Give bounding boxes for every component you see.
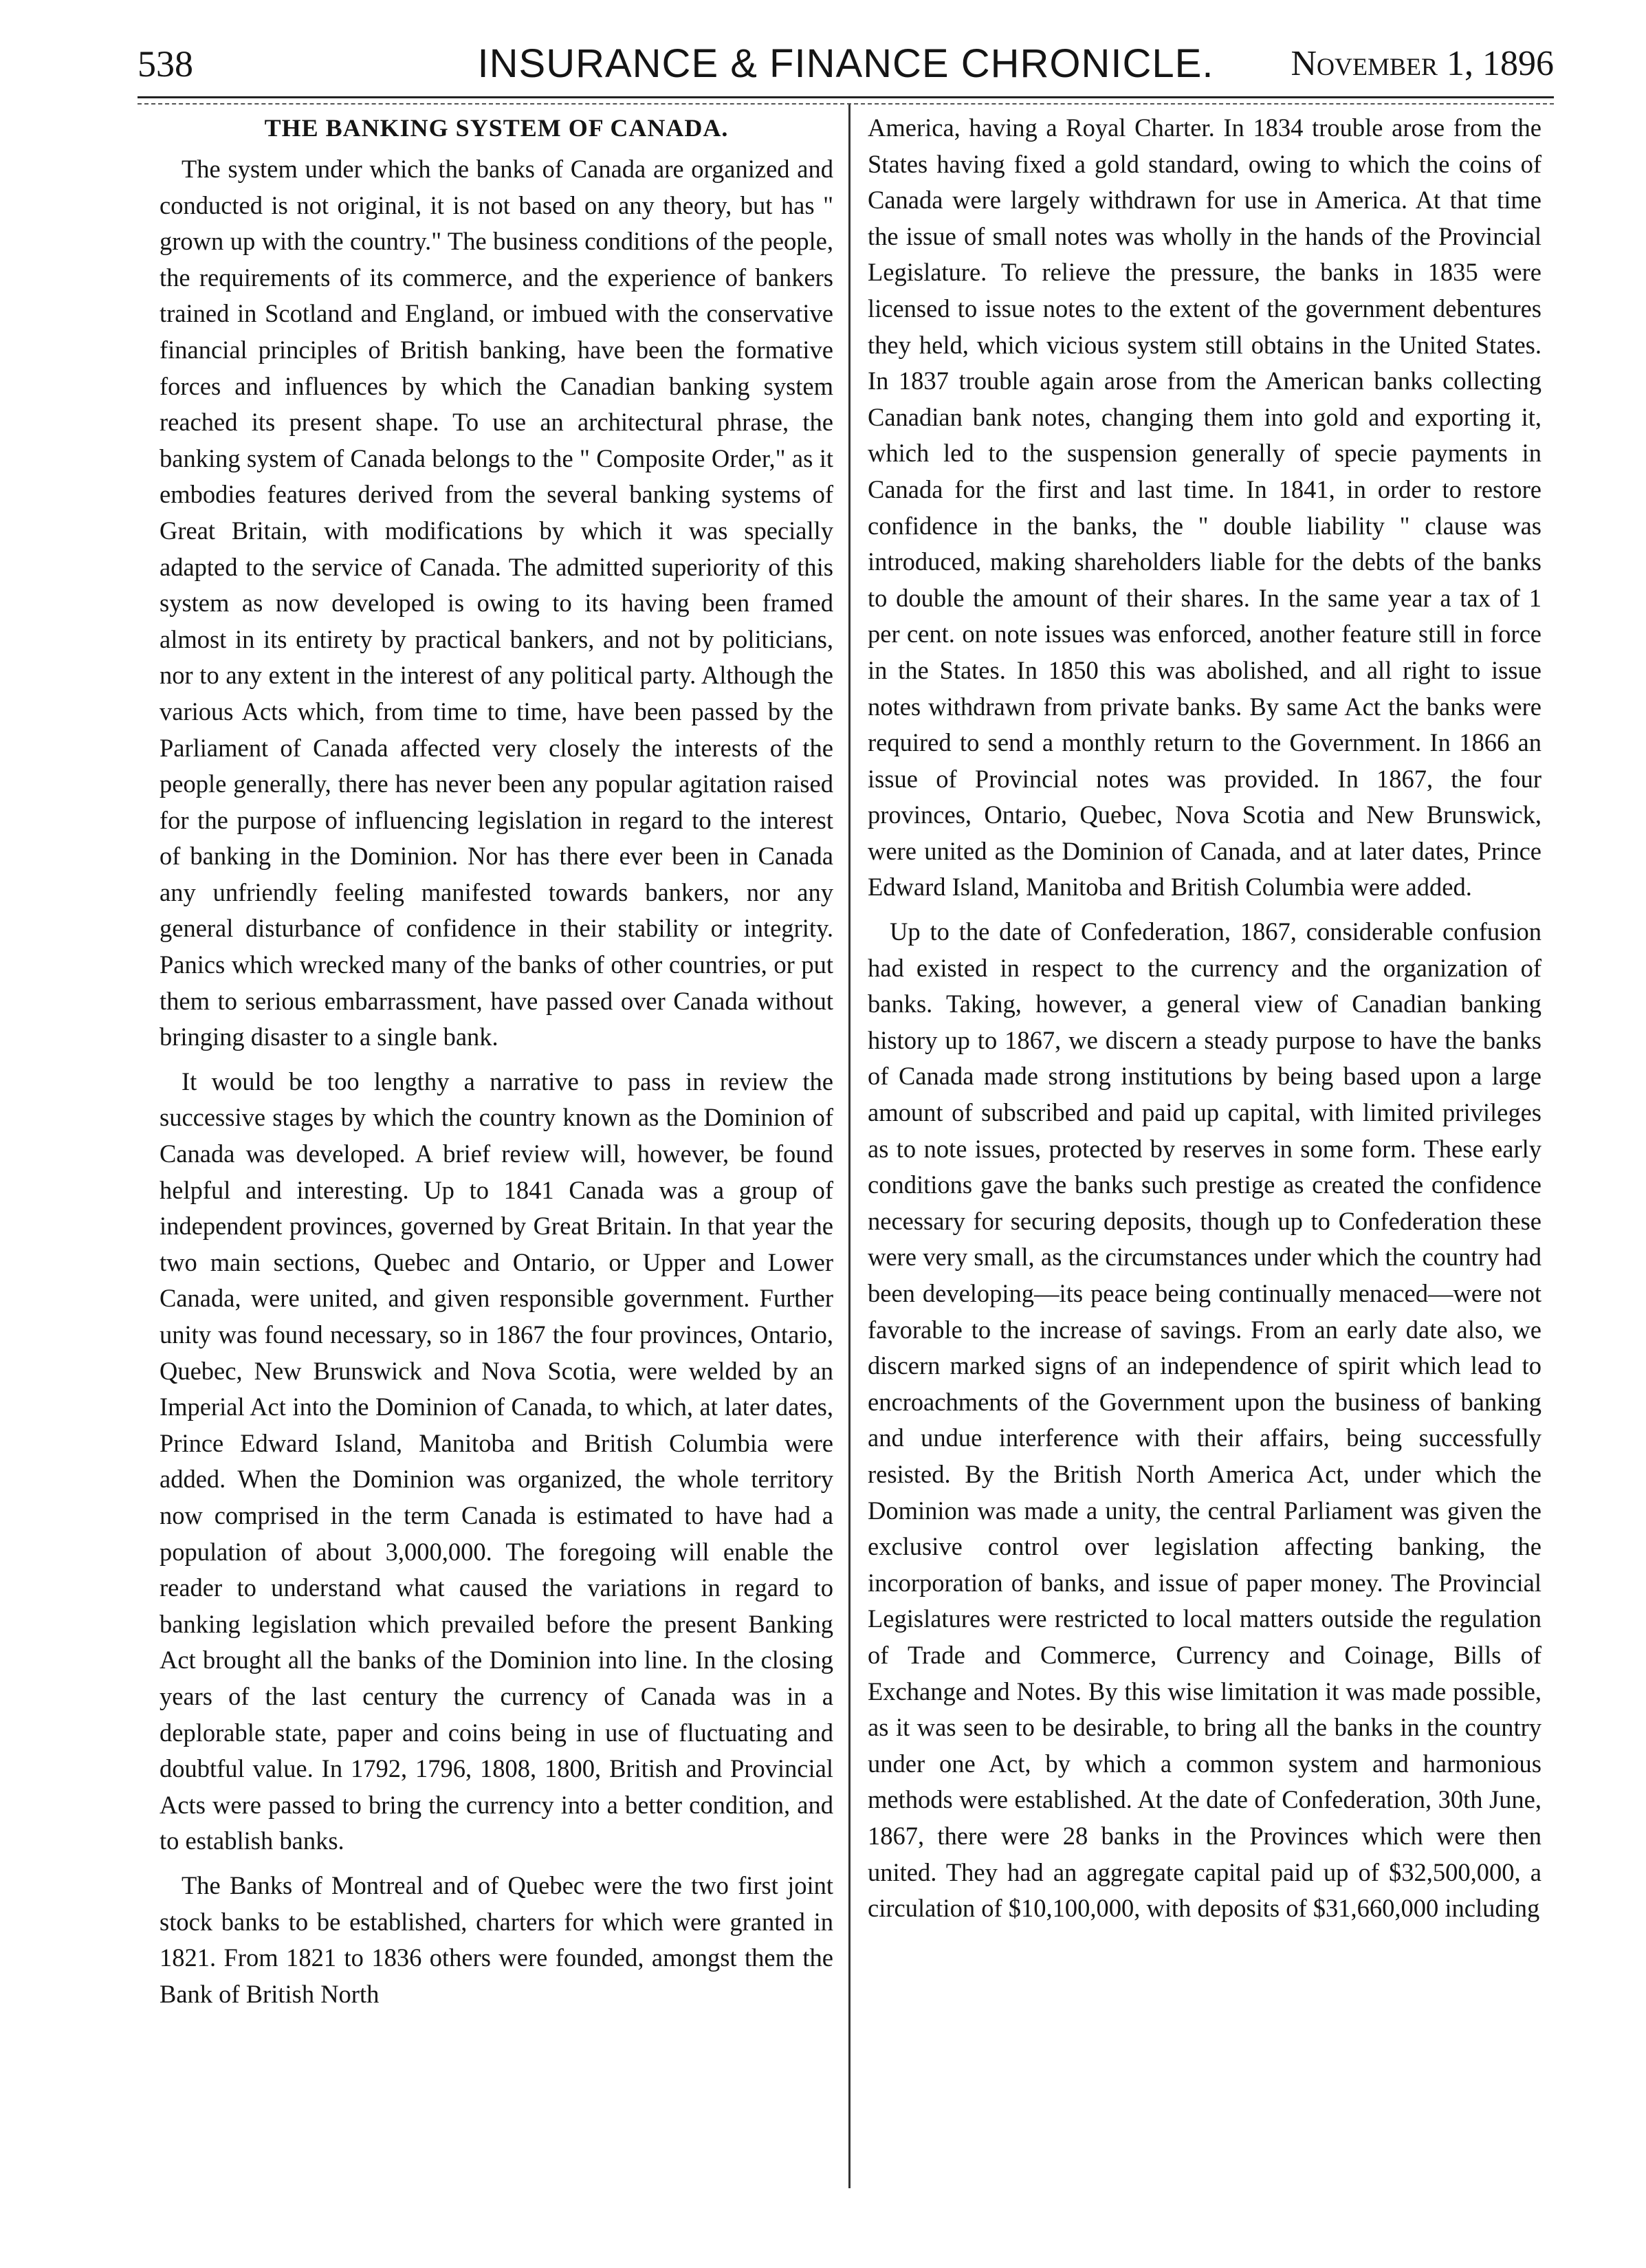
right-column	[868, 110, 1541, 1935]
publication-title: INSURANCE & FINANCE CHRONICLE.	[477, 41, 1214, 86]
paragraph: The system under which the banks of Canada are organized and conducted is not original, it is not based on any theory, but has " grown up with the country." The business conditions of the people, the requirements of its commerce, and the experience of bankers trained in Scotland and England, or imbued with the conservative financial principles of British banking, have been the formative forces and influences by which the Canadian banking system reached its present shape. To use an architectural phrase, the banking system of Canada belongs to the " Composite Order," as it embodies features derived from the several banking systems of Great Britain, with modifications by which it was specially adapted to the service of Canada. The admitted superiority of this system as now developed is owing to its having been framed almost in its entirety by practical bankers, and not by politicians, nor to any extent in the interest of any political party. Although the various Acts which, from time to time, have been passed by the Parliament of Canada affected very closely the interests of the people generally, there has never been any popular agitation raised for the purpose of influencing legislation in regard to the interest of banking in the Dominion. Nor has there ever been in Canada any unfriendly feeling manifested towards bankers, nor any general disturbance of confidence in their stability or integrity. Panics which wrecked many of the banks of other countries, or put them to serious embarrassment, have passed over Canada without bringing disaster to a single bank.	[160, 155, 833, 1051]
masthead-rule-dashed	[138, 103, 1554, 105]
masthead-rule	[138, 96, 1554, 98]
paragraph: America, having a Royal Charter. In 1834 trouble arose from the States having fixed a gold standard, owing to which the coins of Canada were largely withdrawn for use in America. At that time the issue of small notes was wholly in the hands of the Provincial Legislature. To relieve the pressure, the banks in 1835 were licensed to issue notes to the extent of the government debentures they held, which vicious system still obtains in the United States. In 1837 trouble again arose from the American banks collecting Canadian bank notes, changing them into gold and exporting it, which led to the suspension generally of specie payments in Canada for the first and last time. In 1841, in order to restore confidence in the banks, the " double liability " clause was introduced, making shareholders liable for the debts of the banks to double the amount of their shares. In the same year a tax of 1 per cent. on note issues was enforced, another feature still in force in the States. In 1850 this was abolished, and all right to issue notes withdrawn from private banks. By same Act the banks were required to send a monthly return to the Government. In 1866 an issue of Provincial notes was provided. In 1867, the four provinces, Ontario, Quebec, Nova Scotia and New Brunswick, were united as the Dominion of Canada, and at later dates, Prince Edward Island, Manitoba and British Columbia were added.	[868, 113, 1541, 902]
page-number: 538	[138, 43, 193, 85]
paragraph: The Banks of Montreal and of Quebec were the two first joint stock banks to be established, charters for which were granted in 1821. From 1821 to 1836 others were founded, amongst them the Bank of British North	[160, 1871, 833, 2008]
article-title: THE BANKING SYSTEM OF CANADA.	[264, 114, 729, 142]
paragraph: It would be too lengthy a narrative to pass in review the successive stages by which the country known as the Dominion of Canada was developed. A brief review will, however, be found helpful and interesting. Up to 1841 Canada was a group of independent provinces, governed by Great Britain. In that year the two main sections, Quebec and Ontario, or Upper and Lower Canada, were united, and given responsible government. Further unity was found necessary, so in 1867 the four provinces, Ontario, Quebec, New Brunswick and Nova Scotia, were welded by an Imperial Act into the Dominion of Canada, to which, at later dates, Prince Edward Island, Manitoba and British Columbia were added. When the Dominion was organized, the whole territory now comprised in the term Canada is estimated to have had a population of about 3,000,000. The foregoing will enable the reader to understand what caused the variations in regard to banking legislation which prevailed before the present Banking Act brought all the banks of the Dominion into line. In the closing years of the last century the currency of Canada was in a deplorable state, paper and coins being in use of fluctuating and doubtful value. In 1792, 1796, 1808, 1800, British and Provincial Acts were passed to bring the currency into a better condition, and to establish banks.	[160, 1067, 833, 1855]
column-divider	[848, 105, 851, 2188]
paragraph: Up to the date of Confederation, 1867, considerable confusion had existed in respect to the currency and the organization of banks. Taking, however, a general view of Canadian banking history up to 1867, we discern a steady purpose to have the banks of Canada made strong institutions by being based upon a large amount of subscribed and paid up capital, with limited privileges as to note issues, protected by reserves in some form. These early conditions gave the banks such prestige as created the confidence necessary for securing deposits, though up to Confederation these were very small, as the circumstances under which the country had been developing—its peace being continually menaced—were not favorable to the increase of savings. From an early date also, we discern marked signs of an independence of spirit which lead to encroachments of the Government upon the business of banking and undue interference with their affairs, being successfully resisted. By the British North America Act, under which the Dominion was made a unity, the central Parliament was given the exclusive control over legislation affecting banking, the incorporation of banks, and issue of paper money. The Provincial Legislatures were restricted to local matters outside the regulation of Trade and Commerce, Currency and Coinage, Bills of Exchange and Notes. By this wise limitation it was made possible, as it was seen to be desirable, to bring all the banks in the country under one Act, by which a common system and harmonious methods were established. At the date of Confederation, 30th June, 1867, there were 28 banks in the Provinces which were then united. They had an aggregate capital paid up of $32,500,000, a circulation of $10,100,000, with deposits of $31,660,000 including	[868, 917, 1541, 1923]
masthead	[138, 40, 1554, 88]
issue-date: November 1, 1896	[1291, 44, 1554, 83]
left-column	[160, 110, 833, 2020]
